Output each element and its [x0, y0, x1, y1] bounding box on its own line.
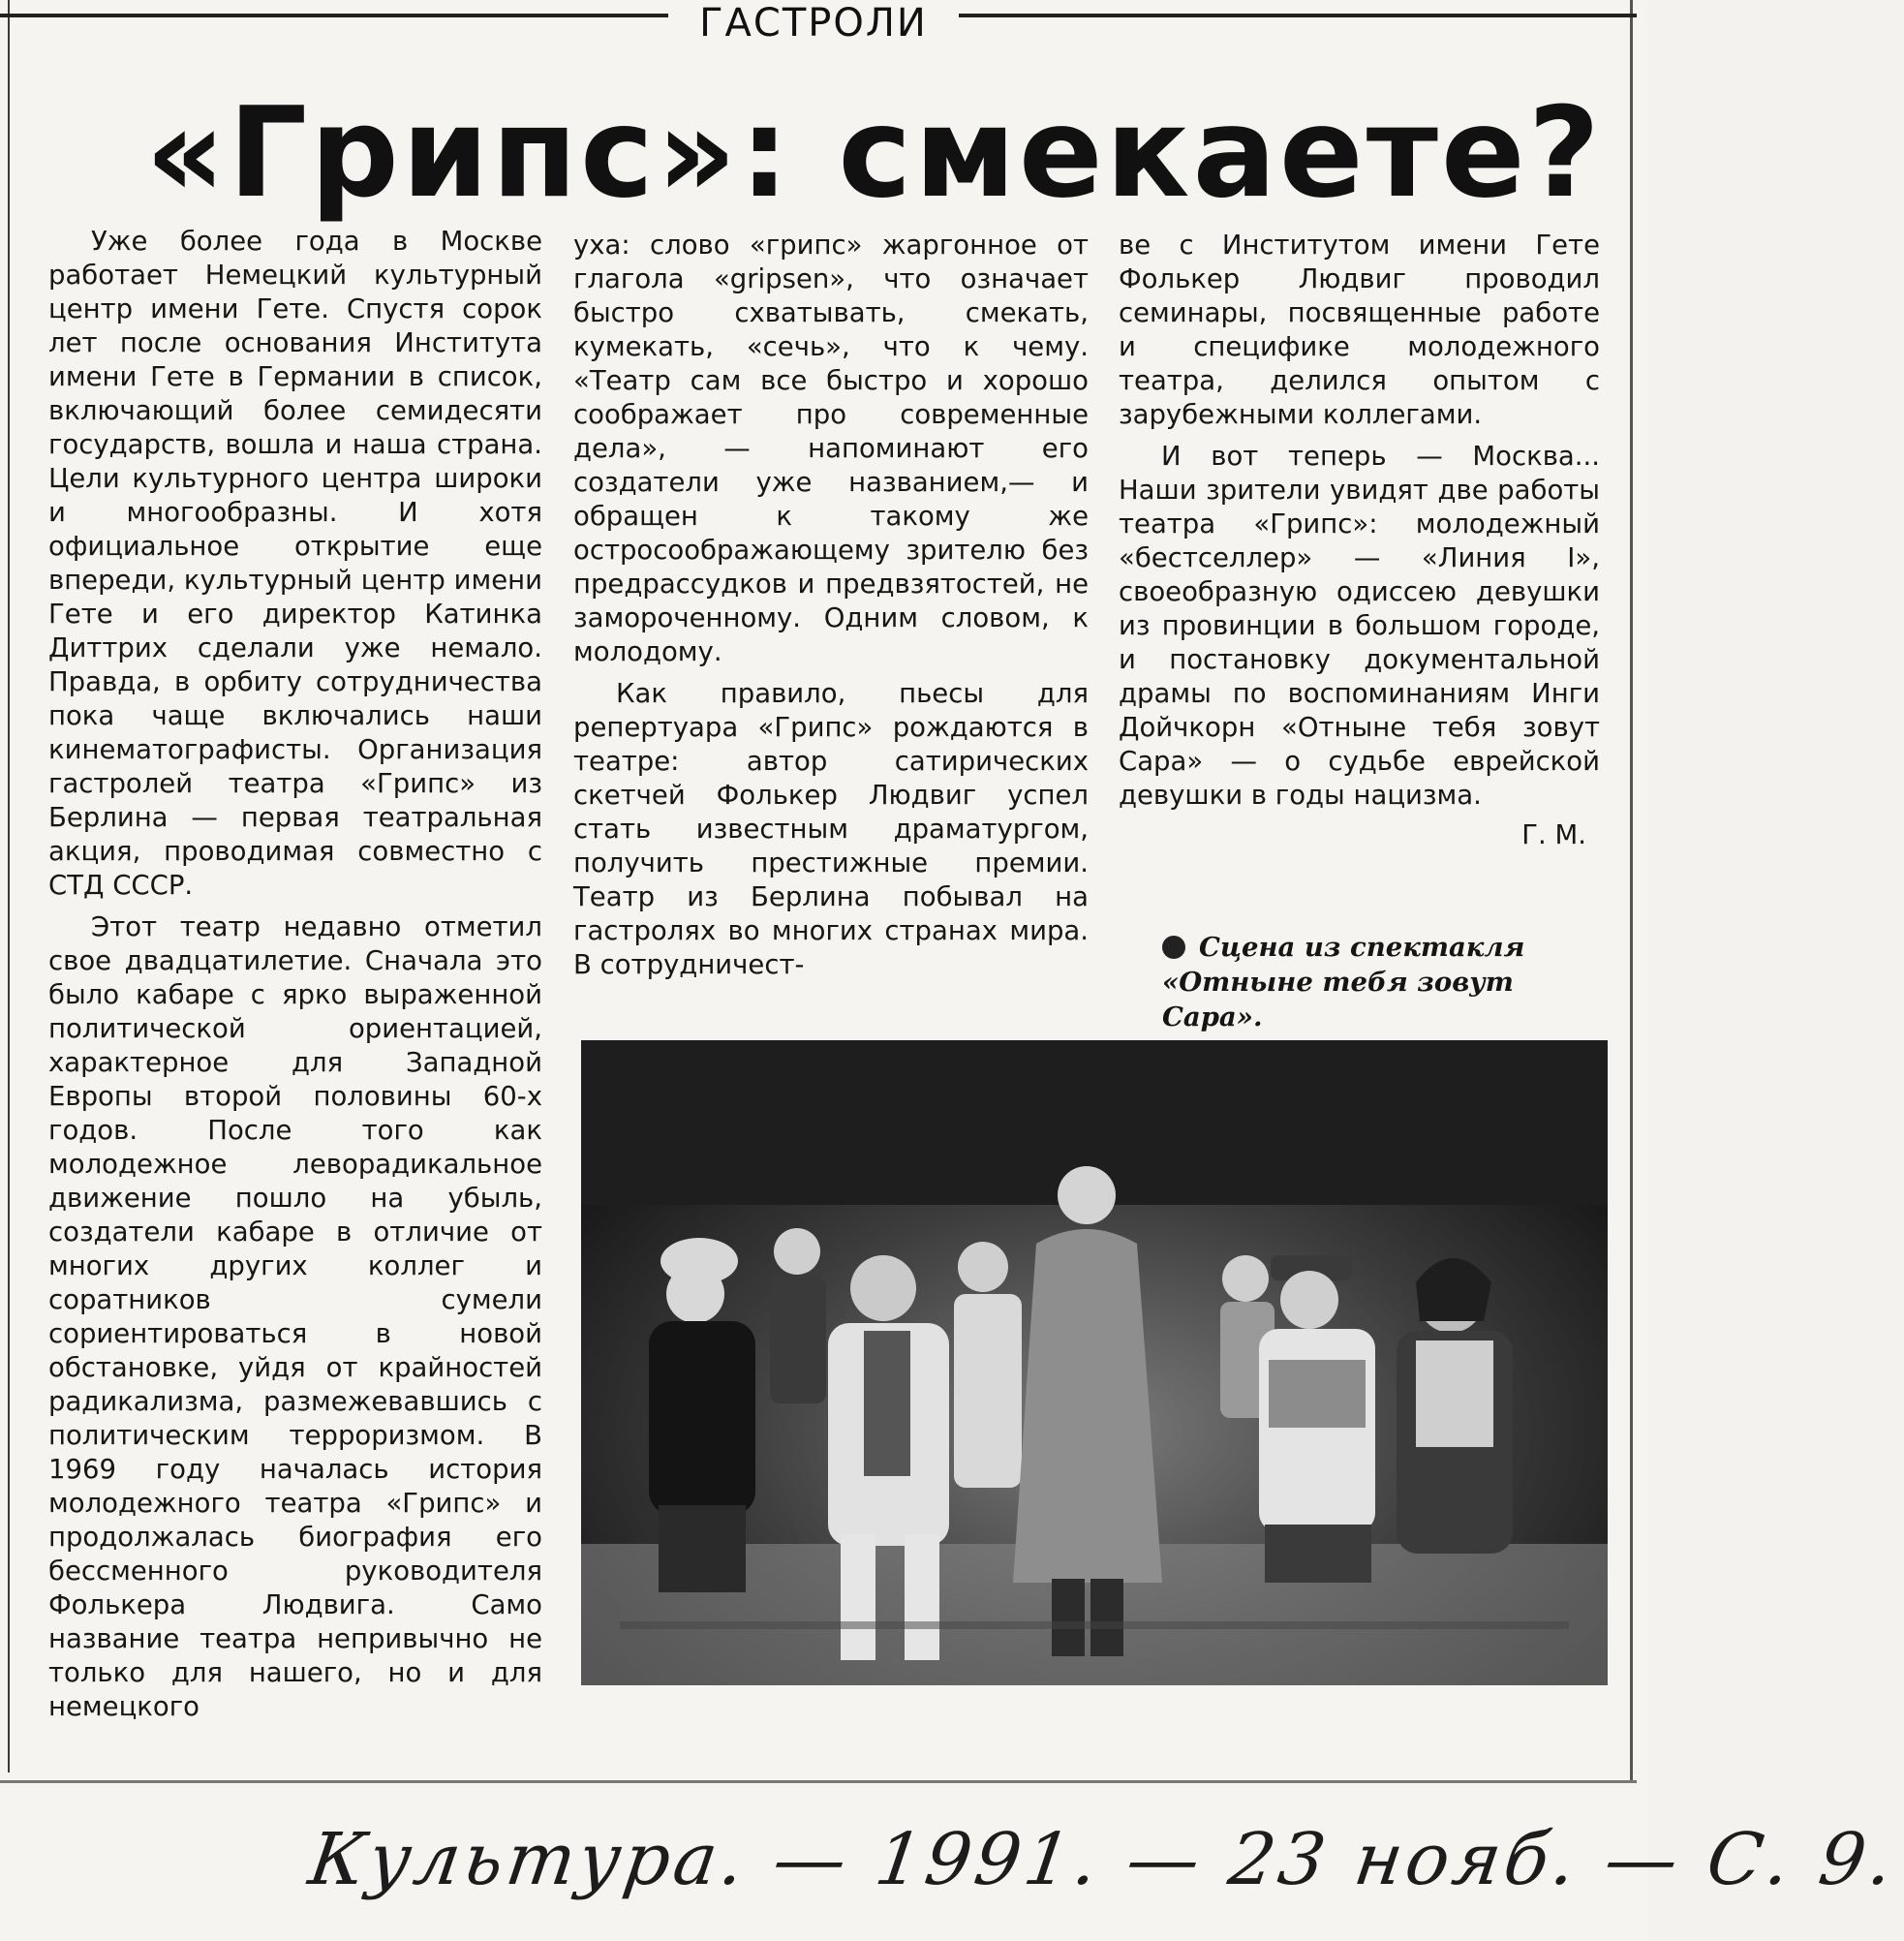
clipping-edge-right [1630, 0, 1633, 1782]
handwritten-source-note: Культура. — 1991. — 23 нояб. — С. 9. [303, 1818, 1902, 1901]
stage-scene-illustration [581, 1040, 1608, 1685]
photo-caption [1162, 930, 1608, 1034]
clipping-bottom-edge [0, 1780, 1637, 1783]
paragraph: И вот теперь — Москва... Наши зрители увидят две работы театра «Грипс»: молодежный «бестселлер» — «Линия I», своеобразную одиссею девушки из провинции в большом городе, и постановку документальной драмы по воспоминаниям Инги Дойчкорн «Отныне тебя зовут Сара» — о судьбе еврейской девушки в годы нацизма. [1119, 441, 1600, 811]
bullet-icon [1162, 936, 1185, 959]
article-column-3 [1119, 229, 1600, 852]
section-rubric: ГАСТРОЛИ [699, 1, 928, 46]
paragraph: Уже более года в Москве работает Немецкий культурный центр имени Гете. Спустя сорок лет после основания Института имени Гете в Германии в список, включающий более семидесяти государств, вошла и наша страна. Цели культурного центра широки и многообразны. И хотя официальное открытие еще впереди, культурный центр имени Гете и его директор Катинка Диттрих сделали уже немало. Правда, в орбиту сотрудничества пока чаще включались наши кинематографисты. Организация гастролей театра «Грипс» из Берлина — первая театральная акция, проводимая совместно с СТД СССР. [48, 226, 542, 901]
clipping-edge [8, 0, 10, 1772]
article-column-2 [573, 229, 1089, 982]
rubric-rule-right [959, 14, 1637, 17]
paragraph: Как правило, пьесы для репертуара «Грипс» рождаются в театре: автор сатирических скетчей Фолькер Людвиг успел стать известным драматургом, получить престижные премии. Театр из Берлина побывал на гастролях во многих странах мира. В сотрудничест- [573, 678, 1089, 980]
caption-text: Сцена из спектакля «Отныне тебя зовут Сара». [1162, 932, 1525, 1032]
article-column-1 [48, 225, 542, 1724]
paragraph: уха: слово «грипс» жаргонное от глагола «gripsen», что означает быстро схватывать, смекать, кумекать, «сечь», что к чему. «Театр сам все быстро и хорошо соображает про современные дела», — напоминают его создатели уже названием,— и обращен к такому же остросоображающему зрителю без предрассудков и предвзятостей, не замороченному. Одним словом, к молодому. [573, 230, 1089, 667]
author-signature: Г. М. [1521, 819, 1586, 850]
article-headline: «Грипс»: смекаете? [145, 81, 1603, 226]
paragraph: Этот театр недавно отметил свое двадцатилетие. Сначала это было кабаре с ярко выраженной политической ориентацией, характерное для Западной Европы второй половины 60-х годов. После того как молодежное леворадикальное движение пошло на убыль, создатели кабаре в отличие от многих других коллег и соратников сумели сориентироваться в новой обстановке, уйдя от крайностей радикализма, размежевавшись с политическим терроризмом. В 1969 году началась история молодежного театра «Грипс» и продолжалась биография его бессменного руководителя Фолькера Людвига. Само название театра непривычно не только для нашего, но и для немецкого [48, 911, 542, 1722]
paragraph: ве с Институтом имени Гете Фолькер Людвиг проводил семинары, посвященные работе и специфике молодежного театра, делился опытом с зарубежными коллегами. [1119, 230, 1600, 430]
rubric-rule-left [0, 14, 668, 17]
stage-photo [581, 1040, 1608, 1685]
